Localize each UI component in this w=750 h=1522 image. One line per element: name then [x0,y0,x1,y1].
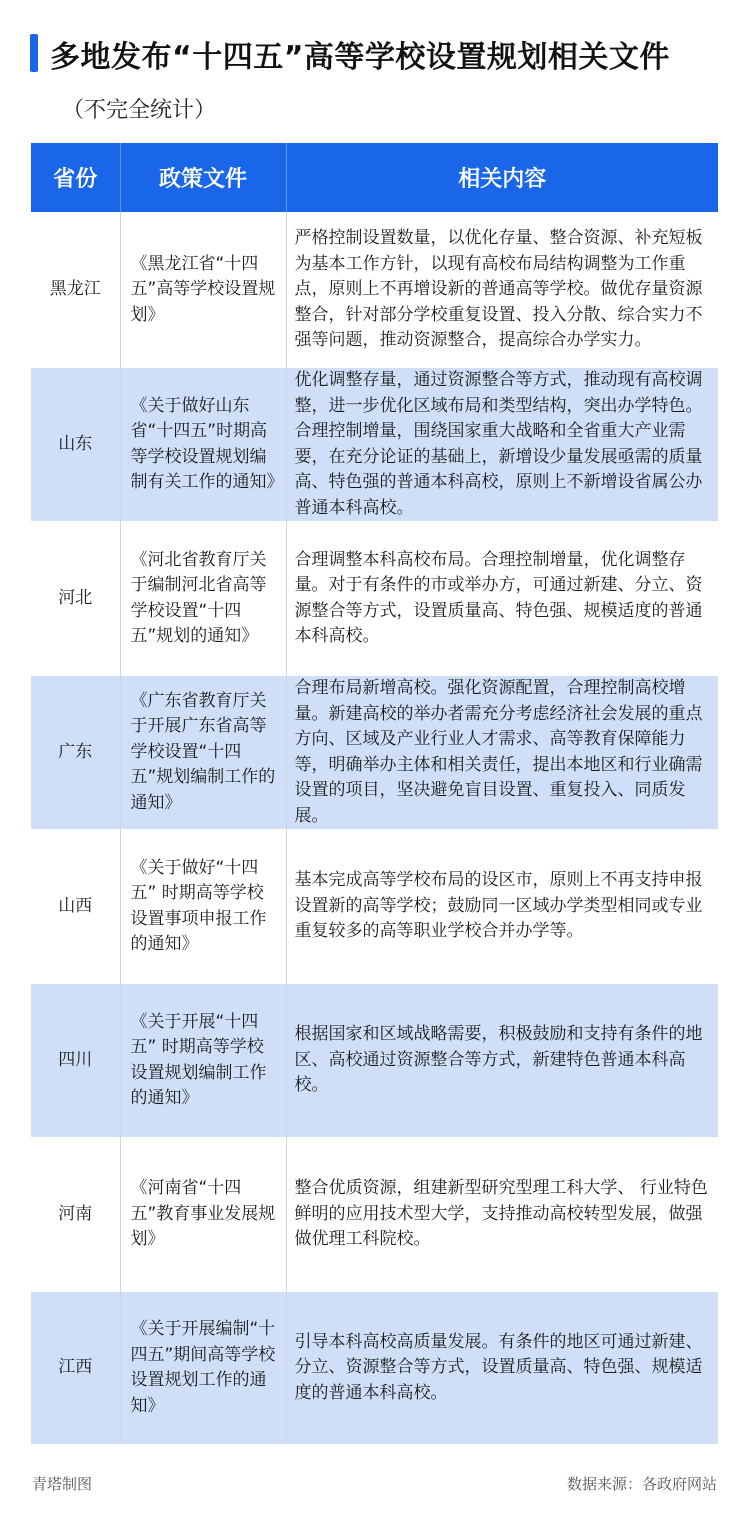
table-header-row [31,143,718,212]
policy-cell: 《关于开展“十四五” 时期高等学校设置规划编制工作的通知》 [120,984,286,1137]
province-cell: 江西 [31,1292,120,1444]
page-title: 多地发布“十四五”高等学校设置规划相关文件 [50,40,670,75]
table-row [31,829,718,984]
table-row [31,1137,718,1292]
province-cell: 山西 [31,829,120,984]
policy-table [31,143,718,1444]
column-header-province: 省份 [31,143,120,212]
page-subtitle: （不完全统计） [62,98,217,123]
province-cell: 广东 [31,676,120,829]
policy-cell: 《河北省教育厅关于编制河北省高等学校设置“十四五”规划的通知》 [120,521,286,676]
content-cell: 严格控制设置数量，以优化存量、整合资源、补充短板为基本工作方针，以现有高校布局结构调整为工作重点，原则上不再增设新的普通高等学校。做优存量资源整合，针对部分学校重复设置、投入分散、综合实力不强等问题，推动资源整合，提高综合办学实力。 [294,228,703,351]
policy-cell: 《关于开展编制“十四五”期间高等学校设置规划工作的通知》 [120,1292,286,1444]
province-cell: 河北 [31,521,120,676]
content-cell: 优化调整存量，通过资源整合等方式，推动现有高校调整，进一步优化区域布局和类型结构，突出办学特色。合理控制增量，围绕国家重大战略和全省重大产业需要，在充分论证的基础上，新增设少量发展亟需的质量高、特色强的普通本科高校，原则上不新增设省属公办普通本科高校。 [286,368,718,521]
content-cell: 合理布局新增高校。强化资源配置，合理控制高校增量。新建高校的举办者需充分考虑经济社会发展的重点方向、区域及产业行业人才需求、高等教育保障能力等，明确举办主体和相关责任，提出本地区和行业确需设置的项目，坚决避免盲目设置、重复投入、同质发展。 [286,676,718,829]
table-row [31,1292,718,1444]
policy-cell: 《关于做好“十四五” 时期高等学校设置事项申报工作的通知》 [120,829,286,984]
policy-cell: 《黑龙江省“十四五”高等学校设置规划》 [120,212,286,368]
table-row [31,368,718,521]
content-cell: 引导本科高校高质量发展。有条件的地区可通过新建、 分立、资源整合等方式，设置质量高、特色强、规模适度的普通本科高校。 [286,1292,718,1444]
title-accent-bar [30,34,38,72]
table-row [31,212,718,368]
province-cell: 河南 [31,1137,120,1292]
column-header-content: 相关内容 [286,143,718,212]
policy-cell: 《河南省“十四五”教育事业发展规划》 [120,1137,286,1292]
content-cell: 整合优质资源，组建新型研究型理工科大学、 行业特色鲜明的应用技术型大学，支持推动高校转型发展，做强做优理工科院校。 [294,1178,708,1250]
footer-credit: 青塔制图 [32,1475,93,1493]
table-row [31,984,718,1137]
province-cell: 山东 [31,368,120,521]
policy-cell: 《广东省教育厅关于开展广东省高等学校设置“十四五”规划编制工作的通知》 [120,676,286,829]
table-row [31,676,718,829]
content-cell: 基本完成高等学校布局的设区市，原则上不再支持申报设置新的高等学校；鼓励同一区域办学类型相同或专业重复较多的高等职业学校合并办学等。 [294,870,703,942]
province-cell: 黑龙江 [31,212,120,368]
province-cell: 四川 [31,984,120,1137]
content-cell: 根据国家和区域战略需要，积极鼓励和支持有条件的地区、高校通过资源整合等方式，新建特色普通本科高校。 [286,984,718,1137]
footer-source: 数据来源：各政府网站 [566,1475,717,1493]
column-header-policy: 政策文件 [120,143,286,212]
content-cell: 合理调整本科高校布局。合理控制增量，优化调整存量。对于有条件的市或举办方，可通过新建、分立、资源整合等方式，设置质量高、特色强、规模适度的普通本科高校。 [294,549,703,646]
policy-cell: 《关于做好山东省“十四五”时期高等学校设置规划编制有关工作的通知》 [120,368,286,521]
table-row [31,521,718,676]
